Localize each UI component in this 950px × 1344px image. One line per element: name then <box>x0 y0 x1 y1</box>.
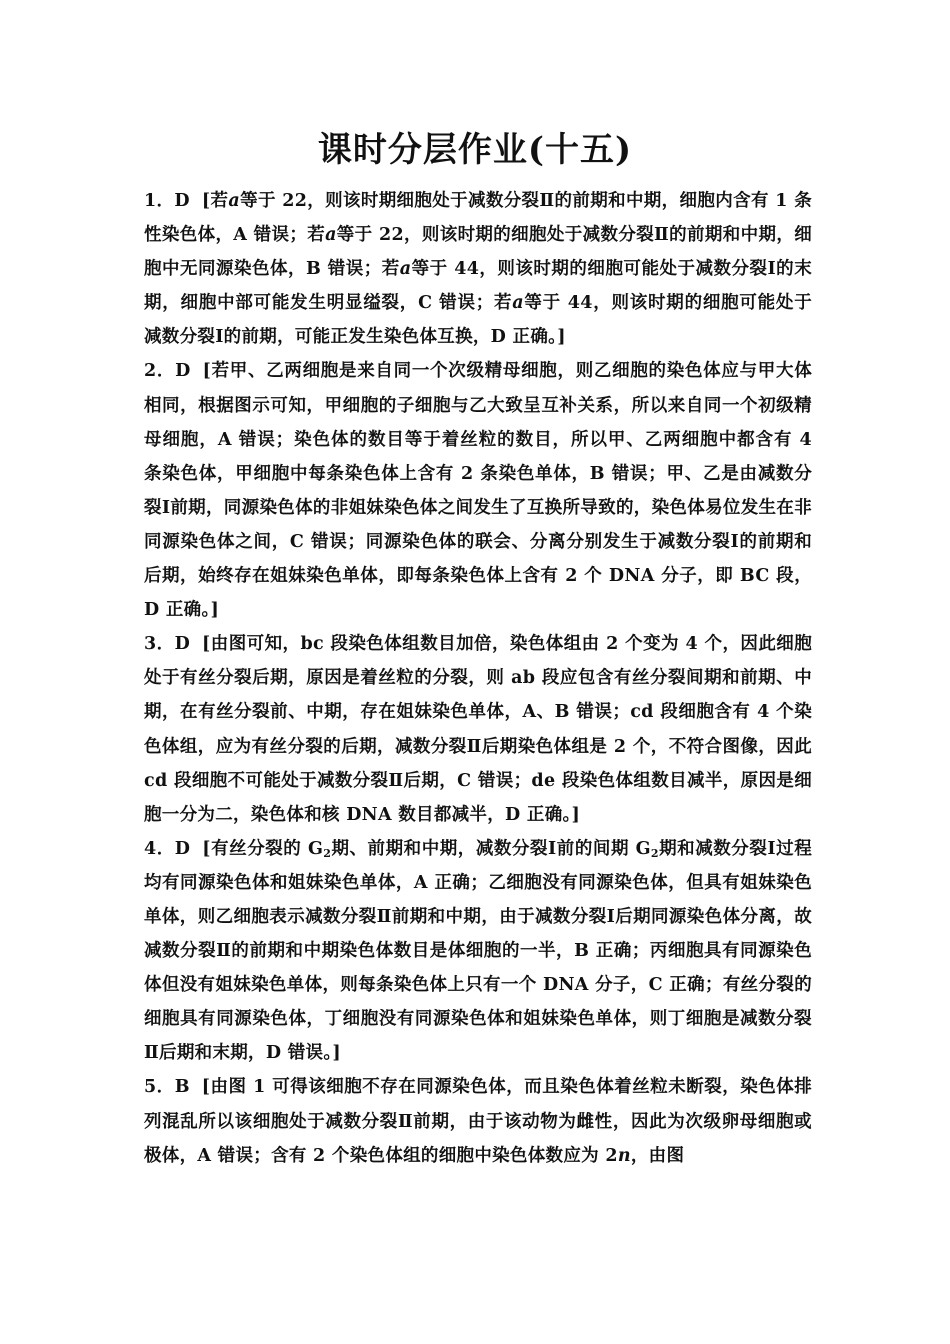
answer-letter: D <box>174 838 191 859</box>
text-run: 等于 44，则该时期的细胞可能处于减数分裂Ⅰ的前期，可能正发生染色体互换，D 正确。] <box>144 293 812 348</box>
explanation-text <box>144 839 812 1064</box>
answer-item <box>144 354 812 627</box>
italic-variable: a <box>228 191 241 211</box>
subscript: 2 <box>650 846 659 860</box>
question-number: 1． <box>144 191 175 211</box>
text-run: 等于 22，则该时期的细胞处于减数分裂Ⅱ的前期和中期，细胞中无同源染色体，B 错误；若 <box>144 225 812 280</box>
text-run: [若甲、乙两细胞是来自同一个次级精母细胞，则乙细胞的染色体应与甲大体相同，根据图示可知，甲细胞的子细胞与乙大致呈互补关系，所以来自同一个初级精母细胞，A 错误；染色体的数目等于着丝粒的数目，所以甲、乙两细胞中都含有 4 条染色体，甲细胞中每条染色体上含有 2 条染色单体，B 错误；甲、乙是由减数分裂Ⅰ前期，同源染色体的非姐妹染色体之间发生了互换所导致的，染色体易位发生在非同源染色体之间，C 错误；同源染色体的联会、分离分别发生于减数分裂Ⅰ的前期和后期，始终存在姐妹染色单体，即每条染色体上含有 2 个 DNA 分子，即 BC 段，D 正确。] <box>144 361 812 621</box>
answer-letter: D <box>175 361 191 382</box>
text-run: 期、前期和中期，减数分裂Ⅰ前的间期 G <box>331 838 651 859</box>
subscript: 2 <box>323 846 332 860</box>
text-run: [由图可知，bc 段染色体组数目加倍，染色体组由 2 个变为 4 个，因此细胞处于有丝分裂后期，原因是着丝粒的分裂，则 ab 段应包含有丝分裂间期和前期、中期，在有丝分裂前、中期，存在姐妹染色单体，A、B 错误；cd 段细胞含有 4 个染色体组，应为有丝分裂的后期，减数分裂Ⅱ后期染色体组是 2 个，不符合图像，因此 cd 段细胞不可能处于减数分裂Ⅱ后期，C 错误；de 段染色体组数目减半，原因是细胞一分为二，染色体和核 DNA 数目都减半，D 正确。] <box>144 634 812 825</box>
page-title: 课时分层作业(十五) <box>317 130 633 170</box>
italic-variable: a <box>399 259 412 280</box>
italic-variable: a <box>325 225 337 246</box>
explanation-text <box>144 1077 812 1165</box>
answer-item <box>144 184 812 354</box>
answer-letter: B <box>174 1077 190 1098</box>
text-run: [有丝分裂的 G <box>202 838 324 859</box>
answer-letter: D <box>174 191 190 211</box>
text-run: [由图 1 可得该细胞不存在同源染色体，而且染色体着丝粒未断裂，染色体排列混乱所以该细胞处于减数分裂Ⅱ前期，由于该动物为雌性，因此为次级卵母细胞或极体，A 错误；含有 2 个染色体组的细胞中染色体数应为 2 <box>144 1077 812 1166</box>
text-run: 期和减数分裂Ⅰ过程均有同源染色体和姐妹染色单体，A 正确；乙细胞没有同源染色体，但具有姐妹染色单体，则乙细胞表示减数分裂Ⅱ前期和中期，由于减数分裂Ⅰ后期同源染色体分离，故减数分裂Ⅱ的前期和中期染色体数目是体细胞的一半，B 正确；丙细胞具有同源染色体但没有姐妹染色单体，则每条染色体上只有一个 DNA 分子，C 正确；有丝分裂的细胞具有同源染色体，丁细胞没有同源染色体和姐妹染色单体，则丁细胞是减数分裂Ⅱ后期和末期，D 错误。] <box>144 838 812 1064</box>
text-run: [若 <box>201 191 229 211</box>
text-run: ，由图 <box>630 1145 685 1166</box>
text-run: 等于 22，则该时期细胞处于减数分裂Ⅱ的前期和中期，细胞内含有 1 条性染色体，A 错误；若 <box>144 191 812 246</box>
answer-item <box>144 832 812 1071</box>
explanation-text <box>144 634 812 824</box>
explanation-text <box>144 361 812 620</box>
answer-letter: D <box>174 634 191 655</box>
italic-variable: n <box>617 1145 631 1166</box>
italic-variable: a <box>512 293 524 314</box>
explanation-text <box>144 191 812 347</box>
answer-item <box>144 627 812 832</box>
answer-list <box>144 184 812 1173</box>
question-number: 5． <box>144 1077 175 1098</box>
question-number: 3． <box>144 634 175 655</box>
text-run: 等于 44，则该时期的细胞可能处于减数分裂Ⅰ的末期，细胞中部可能发生明显缢裂，C 错误；若 <box>144 259 812 314</box>
answer-item <box>144 1070 812 1172</box>
question-number: 4． <box>144 838 175 859</box>
question-number: 2． <box>144 361 176 382</box>
